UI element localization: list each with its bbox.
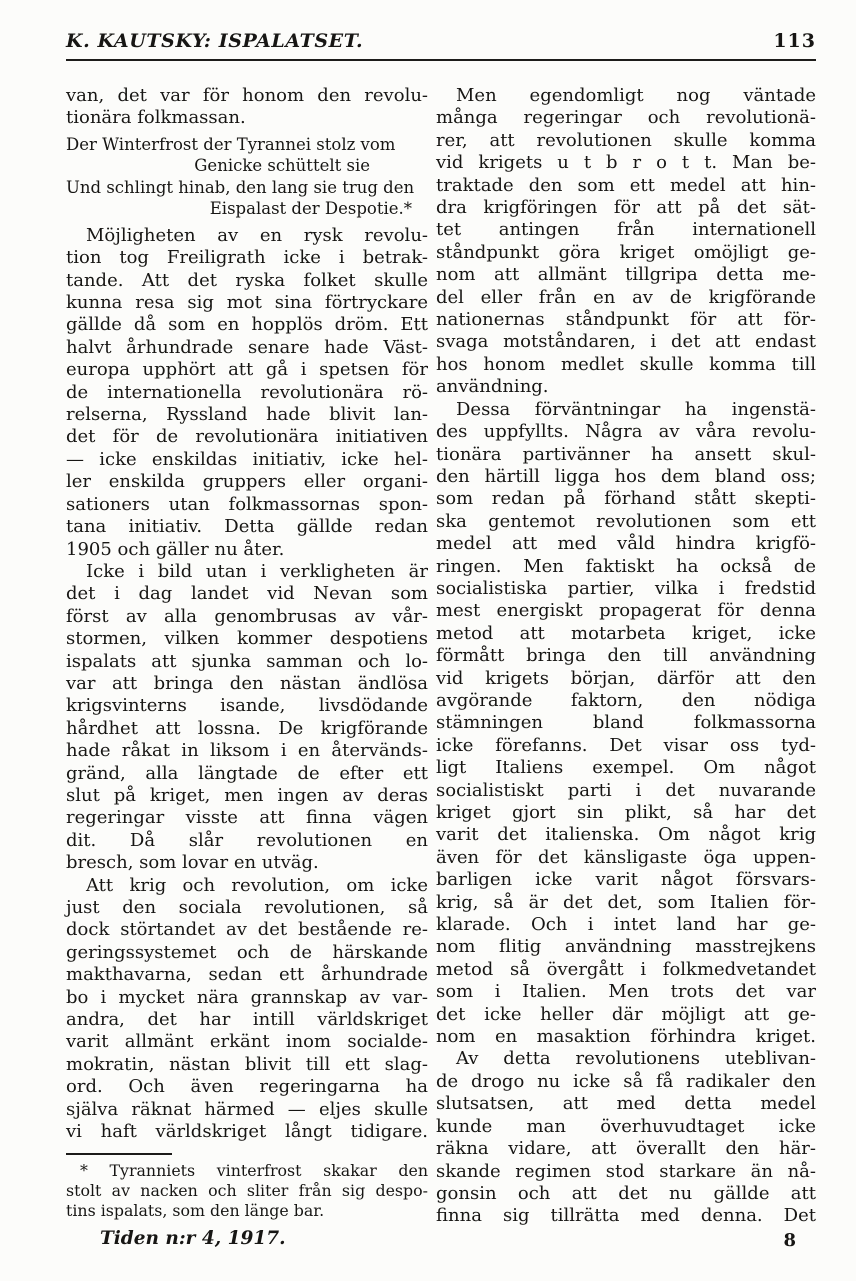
text-line: socialistiska partier, vilka i fredstid [436, 577, 816, 599]
text-line: finna sig tillrätta med denna. Det [436, 1205, 816, 1227]
left-column [66, 85, 428, 1252]
text-line: kunde man överhuvudtaget icke [436, 1115, 816, 1137]
text-line: gonsin och att det nu gällde att [436, 1182, 816, 1204]
text-line: Tiden n:r 4, 1917. [100, 1228, 286, 1250]
text-line: varit allmänt erkänt inom socialde- [66, 1031, 428, 1053]
text-line: gällde då som en hopplös dröm. Ett [66, 314, 428, 336]
text-line: tionära partivänner ha ansett skul- [436, 443, 816, 465]
text-line: Att krig och revolution, om icke [86, 874, 428, 896]
text-line: slut på kriget, men ingen av deras [66, 784, 428, 806]
text-line: kunna resa sig mot sina förtryckare [66, 292, 428, 314]
text-line: var att bringa den nästan ändlösa [66, 672, 428, 694]
text-line: nom en masaktion förhindra kriget. [436, 1026, 816, 1048]
text-line: vid krigets u t b r o t t. Man be- [436, 152, 816, 174]
text-line: icke förefanns. Det visar oss tyd- [436, 734, 816, 756]
text-line: ringen. Men faktiskt ha också de [436, 555, 816, 577]
text-line: många regeringar och revolutionä- [436, 107, 816, 129]
paragraph [66, 561, 428, 875]
text-line: europa upphört att gå i spetsen för [66, 359, 428, 381]
text-line: krigsvinterns isande, livsdödande [66, 695, 428, 717]
text-line: som i Italien. Men trots det var [436, 981, 816, 1003]
text-line: dra krigföringen för att på det sät- [436, 197, 816, 219]
text-columns [66, 85, 816, 1252]
text-line: Möjligheten av en rysk revolu- [86, 224, 428, 246]
text-line: socialistiskt parti i det nuvarande [436, 779, 816, 801]
text-line: nationernas ståndpunkt för att för- [436, 309, 816, 331]
verse-quote [66, 134, 428, 220]
text-line: mokratin, nästan blivit till ett slag- [66, 1053, 428, 1075]
text-line: klarade. Och i intet land har ge- [436, 914, 816, 936]
text-line: stormen, vilken kommer despotiens [66, 628, 428, 650]
text-line: tins ispalats, som den länge bar. [66, 1200, 325, 1220]
text-line: Genicke schüttelt sie [194, 156, 370, 176]
text-line: ståndpunkt göra kriget omöjligt ge- [436, 241, 816, 263]
text-line: skande regimen stod starkare än nå- [436, 1160, 816, 1182]
text-line: bresch, som lovar en utväg. [66, 852, 319, 874]
text-line: som redan på förhand stått skepti- [436, 488, 816, 510]
text-line: Der Winterfrost der Tyrannei stolz vom [66, 134, 396, 154]
text-line: hårdhet att lossna. De krigförande [66, 717, 428, 739]
text-line: även för det känsligaste öga uppen- [436, 846, 816, 868]
text-line: svaga motståndaren, i det att endast [436, 331, 816, 353]
text-line: dock störtandet av det bestående re- [66, 919, 428, 941]
text-line: den härtill ligga hos dem bland oss; [436, 465, 816, 487]
text-line: hos honom medlet skulle komma till [436, 353, 816, 375]
text-line: vi haft världskriget långt tidigare. [66, 1121, 428, 1143]
text-line: 8 [783, 1229, 796, 1251]
paragraph [66, 875, 428, 1144]
text-line: — icke enskildas initiativ, icke hel- [66, 448, 428, 470]
text-line: själva räknat härmed — eljes skulle [66, 1098, 428, 1120]
text-line: tion tog Freiligrath icke i betrak- [66, 247, 428, 269]
text-line: räkna vidare, att överallt den här- [436, 1138, 816, 1160]
paragraph-continuation [66, 85, 428, 130]
text-line: barligen icke varit något försvars- [436, 869, 816, 891]
signature-mark [436, 1230, 816, 1252]
header-rule [66, 59, 816, 61]
text-line: nom flitig användning masstrejkens [436, 936, 816, 958]
text-line: metod att motarbeta kriget, icke [436, 622, 816, 644]
text-line: det icke heller där möjligt att ge- [436, 1003, 816, 1025]
running-title: K. KAUTSKY: ISPALATSET. [66, 30, 364, 52]
text-line: van, det var för honom den revolu- [66, 85, 428, 106]
text-line: * Tyranniets vinterfrost skakar den [80, 1161, 428, 1181]
text-line: ispalats att sjunka samman och lo- [66, 650, 428, 672]
text-line: regeringar visste att finna vägen [66, 807, 428, 829]
text-line: dit. Då slår revolutionen en [66, 829, 428, 851]
text-line: ligt Italiens exempel. Om något [436, 757, 816, 779]
text-line: de internationella revolutionära rö- [66, 381, 428, 403]
text-line: rer, att revolutionen skulle komma [436, 129, 816, 151]
paragraph [66, 225, 428, 561]
right-column [436, 85, 816, 1252]
text-line: de drogo nu icke så få radikaler den [436, 1070, 816, 1092]
text-line: metod så övergått i folkmedvetandet [436, 958, 816, 980]
text-line: ska gentemot revolutionen som ett [436, 510, 816, 532]
page-number: 113 [773, 30, 816, 52]
text-line: tet antingen från internationell [436, 219, 816, 241]
paragraph [436, 399, 816, 1049]
text-line: halvt århundrade senare hade Väst- [66, 336, 428, 358]
text-line: vid krigets början, därför att den [436, 667, 816, 689]
text-line: hade råkat in liksom i en återvänds- [66, 740, 428, 762]
text-line: bo i mycket nära grannskap av var- [66, 986, 428, 1008]
text-line: användning. [436, 376, 549, 398]
text-line: Men egendomligt nog väntade [456, 85, 816, 106]
footnote-separator [66, 1153, 172, 1155]
text-line: tande. Att det ryska folket skulle [66, 269, 428, 291]
text-line: förmått bringa den till användning [436, 645, 816, 667]
text-line: Und schlingt hinab, den lang sie trug den [66, 177, 415, 197]
paragraph [436, 85, 816, 399]
text-line: Icke i bild utan i verkligheten är [86, 560, 428, 582]
text-line: avgörande faktorn, den nödiga [436, 689, 816, 711]
text-line: slutsatsen, att med detta medel [436, 1093, 816, 1115]
text-line: krig, så är det det, som Italien för- [436, 891, 816, 913]
text-line: nom att allmänt tillgripa detta me- [436, 264, 816, 286]
text-line: relserna, Ryssland hade blivit lan- [66, 404, 428, 426]
text-line: ord. Och även regeringarna ha [66, 1076, 428, 1098]
text-line: ler enskilda gruppers eller organi- [66, 471, 428, 493]
paragraph [436, 1048, 816, 1227]
text-line: mest energiskt propagerat för denna [436, 600, 816, 622]
text-line: stolt av nacken och sliter från sig despo- [66, 1181, 428, 1201]
text-line: des uppfyllts. Några av våra revolu- [436, 421, 816, 443]
text-line: det i dag landet vid Nevan som [66, 583, 428, 605]
text-line: traktade den som ett medel att hin- [436, 174, 816, 196]
text-line: det för de revolutionära initiativen [66, 426, 428, 448]
text-line: medel att med våld hindra krigfö- [436, 533, 816, 555]
text-line: tionära folkmassan. [66, 107, 246, 129]
text-line: kriget gjort sin plikt, så har det [436, 802, 816, 823]
footnote [66, 1161, 428, 1220]
text-line: Dessa förväntningar ha ingenstä- [456, 398, 816, 420]
text-line: varit det italienska. Om något krig [436, 824, 816, 846]
text-line: geringssystemet och de härskande [66, 941, 428, 963]
text-line: stämningen bland folkmassorna [436, 712, 816, 734]
text-line: tana initiativ. Detta gällde redan [66, 516, 428, 538]
text-line: först av alla genombrusas av vår- [66, 605, 428, 627]
text-line: makthavarna, sedan ett århundrade [66, 964, 428, 986]
text-line: Eispalast der Despotie.* [209, 199, 412, 219]
text-line: gränd, alla längtade de efter ett [66, 762, 428, 784]
source-citation [66, 1228, 428, 1250]
text-line: sationers utan folkmassornas spon- [66, 493, 428, 515]
text-line: andra, det har intill världskriget [66, 1009, 428, 1031]
text-line: just den sociala revolutionen, så [66, 897, 428, 918]
text-line: del eller från en av de krigförande [436, 286, 816, 308]
page-header [66, 30, 816, 52]
text-line: 1905 och gäller nu åter. [66, 538, 285, 560]
text-line: Av detta revolutionens uteblivan- [456, 1048, 816, 1070]
